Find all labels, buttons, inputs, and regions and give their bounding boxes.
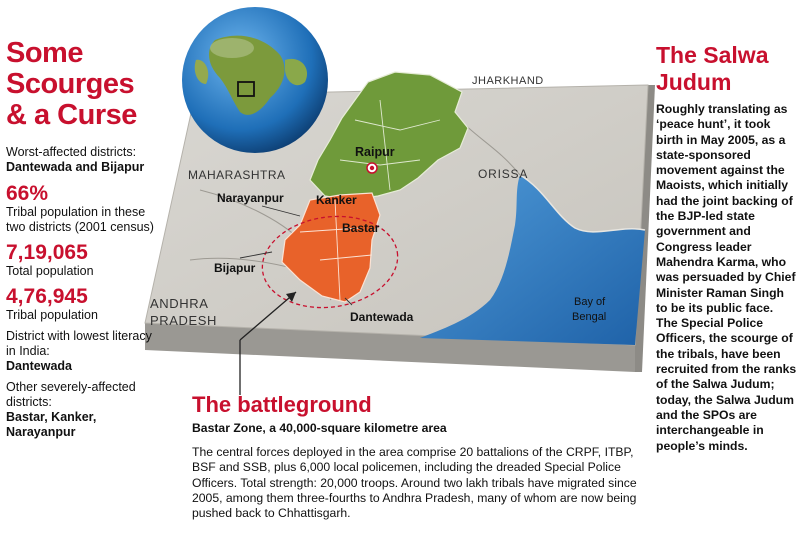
battleground-section xyxy=(192,392,642,521)
headline-line-1: Some xyxy=(6,37,83,69)
tribal-pct: 66% xyxy=(6,182,49,205)
label-orissa: ORISSA xyxy=(478,167,529,181)
label-dantewada: Dantewada xyxy=(350,310,414,324)
tribal-population-label: Tribal population xyxy=(6,308,98,322)
other-districts-label: Other severely-affected districts: xyxy=(6,380,136,409)
globe-inset xyxy=(182,7,328,153)
total-population: 7,19,065 xyxy=(6,241,88,264)
battleground-text: The central forces deployed in the area comprise 20 battalions of the CRPF, ITBP, BSF and SSB, plus 6,000 local policemen, including the dreaded Special Police Officers. Total strength: 20,000 troops. Around two lakh tribals have migrated since 2005, among them three-fourths to Andhra Pradesh, many of whom are now being pushed back to Chhattisgarh. xyxy=(192,445,637,521)
literacy-value: Dantewada xyxy=(6,359,72,373)
salwa-judum-title: The Salwa Judum xyxy=(656,42,769,95)
worst-affected-label: Worst-affected districts: xyxy=(6,145,137,159)
worst-affected-value: Dantewada and Bijapur xyxy=(6,160,145,174)
left-stats-column xyxy=(6,38,156,440)
salwa-judum-text: Roughly translating as ‘peace hunt’, it took birth in May 2005, as a state-sponsored movement against the Maoists, which initially had the joint backing of the BJP-led state government and Congress leader Mahendra Karma, who was persuaded by Chief Minister Raman Singh to be its public face. The Special Police Officers, the scourge of the tribals, have been recruited from the ranks of the Salwa Judum; today, the Salwa Judum and the SPOs are interchangeable in people’s minds. xyxy=(656,102,797,453)
battleground-title: The battleground xyxy=(192,392,372,417)
label-raipur: Raipur xyxy=(355,145,395,159)
label-kanker: Kanker xyxy=(316,193,357,207)
label-bijapur: Bijapur xyxy=(214,261,256,275)
other-districts-value: Bastar, Kanker, Narayanpur xyxy=(6,410,97,439)
tribal-population: 4,76,945 xyxy=(6,285,88,308)
salwa-judum-column xyxy=(656,42,798,454)
battleground-subtitle: Bastar Zone, a 40,000-square kilometre area xyxy=(192,421,447,435)
label-narayanpur: Narayanpur xyxy=(217,191,284,205)
headline-line-3: & a Curse xyxy=(6,99,137,131)
headline-line-2: Scourges xyxy=(6,68,135,100)
literacy-label: District with lowest literacy in India: xyxy=(6,329,152,358)
label-maharashtra: MAHARASHTRA xyxy=(188,168,286,182)
label-bengal: Bengal xyxy=(572,311,607,323)
total-population-label: Total population xyxy=(6,264,94,278)
label-bastar: Bastar xyxy=(342,221,380,235)
tribal-pct-label: Tribal population in these two districts (2001 census) xyxy=(6,205,154,234)
label-bay-of: Bay of xyxy=(574,296,606,308)
headline xyxy=(6,38,156,131)
label-andhra: ANDHRA xyxy=(150,296,209,311)
label-pradesh: PRADESH xyxy=(150,313,218,328)
label-jharkhand: JHARKHAND xyxy=(472,75,544,87)
